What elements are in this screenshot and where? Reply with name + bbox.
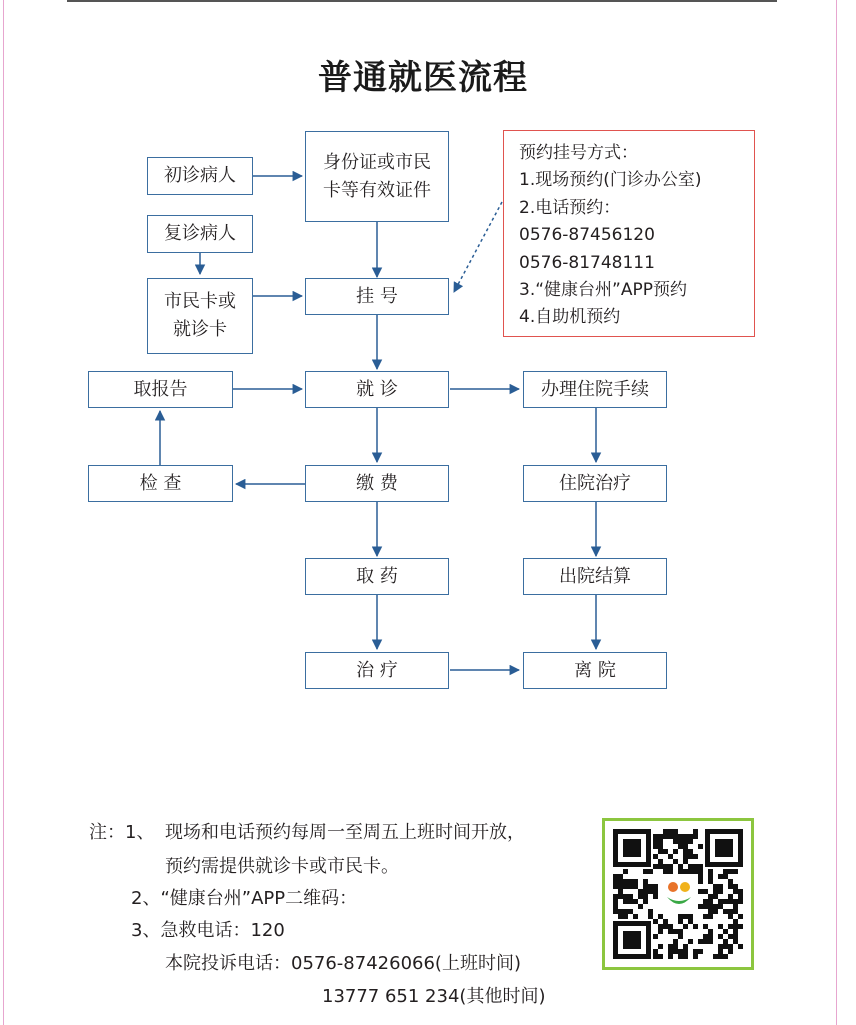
booking-item: 2.电话预约： xyxy=(519,197,621,218)
box-treatment: 治 疗 xyxy=(305,652,449,689)
booking-heading: 预约挂号方式： xyxy=(519,143,638,163)
box-leave-hospital: 离 院 xyxy=(523,652,667,689)
booking-phone: 0576-81748111 xyxy=(519,252,655,273)
booking-item: 3.“健康台州”APP预约 xyxy=(519,280,687,301)
complaint-phone-other: 13777 651 234(其他时间) xyxy=(322,986,546,1007)
box-exam: 检 查 xyxy=(88,465,233,502)
box-discharge-settlement: 出院结算 xyxy=(523,558,667,595)
note-1-text-line2: 预约需提供就诊卡或市民卡。 xyxy=(165,856,399,877)
note-3-emergency: 3、急救电话：120 xyxy=(131,920,285,941)
qr-logo-backdrop xyxy=(663,876,695,910)
qr-logo-icon xyxy=(668,882,678,892)
qr-code-image xyxy=(605,821,751,967)
booking-item: 1.现场预约(门诊办公室) xyxy=(519,170,702,191)
box-return-patient: 复诊病人 xyxy=(147,215,253,253)
page-title: 普通就医流程 xyxy=(318,58,528,98)
box-citizen-card: 市民卡或就诊卡 xyxy=(147,278,253,354)
box-admission: 办理住院手续 xyxy=(523,371,667,408)
note-2-qr-label: 2、“健康台州”APP二维码： xyxy=(131,888,358,909)
qr-code xyxy=(602,818,754,970)
box-register: 挂 号 xyxy=(305,278,449,315)
box-payment: 缴 费 xyxy=(305,465,449,502)
box-initial-patient: 初诊病人 xyxy=(147,157,253,195)
note-1-text: 现场和电话预约每周一至周五上班时间开放， xyxy=(165,822,525,843)
dashed-booking-pointer xyxy=(454,202,502,292)
box-get-medicine: 取 药 xyxy=(305,558,449,595)
booking-methods-box xyxy=(503,130,755,337)
box-consult: 就 诊 xyxy=(305,371,449,408)
complaint-phone-workhours: 本院投诉电话：0576-87426066(上班时间) xyxy=(165,953,521,974)
note-1-prefix: 注：1、 xyxy=(89,822,155,843)
box-id-documents: 身份证或市民卡等有效证件 xyxy=(305,131,449,222)
box-inpatient-treatment: 住院治疗 xyxy=(523,465,667,502)
box-get-report: 取报告 xyxy=(88,371,233,408)
booking-phone: 0576-87456120 xyxy=(519,225,655,246)
booking-item: 4.自助机预约 xyxy=(519,307,621,328)
